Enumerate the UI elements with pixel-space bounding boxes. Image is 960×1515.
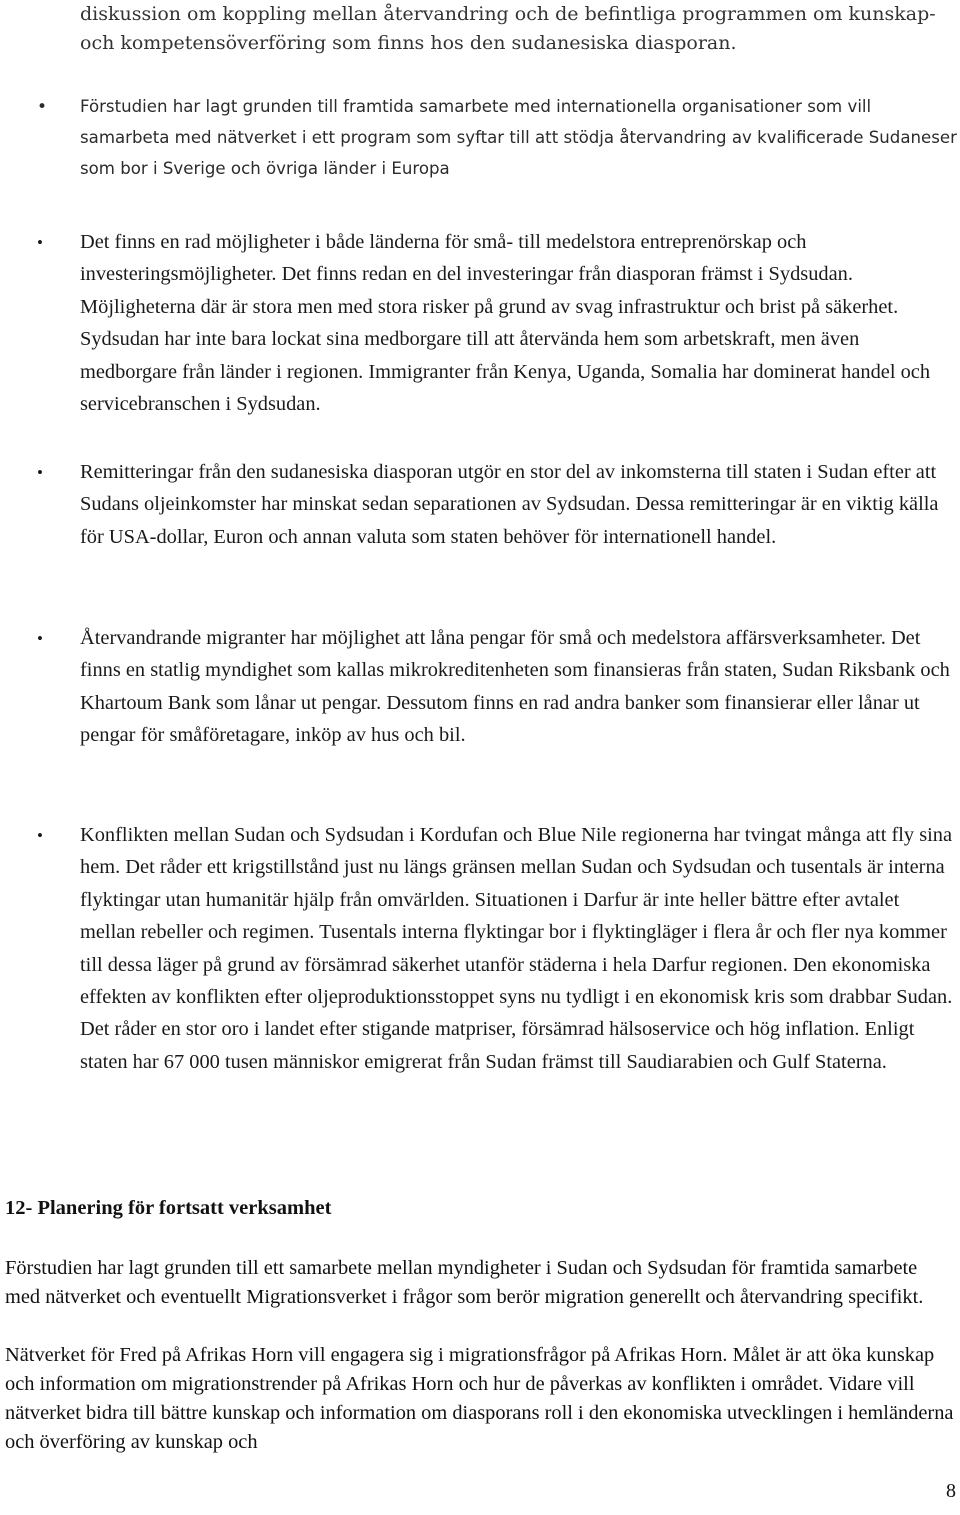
bullet-text: Återvandrande migranter har möjlighet att låna pengar för små och medelstora affärsverksamheter. Det finns en statlig myndighet som kallas mikrokreditenheten som finansieras från staten, Sudan Riksbank och Khartoum Bank som lånar ut pengar. Dessutom finns en rad andra banker som finansierar eller lånar ut pengar för småföretagare, inköp av hus och bil. (80, 627, 950, 747)
bullet-text: Förstudien har lagt grunden till framtida samarbete med internationella organisationer som vill samarbeta med nätverket i ett program som syftar till att stödja återvandring av kvalificerade Sudaneser som bor i Sverige och övriga länder i Europa (80, 97, 957, 178)
bullet-text: Konflikten mellan Sudan och Sydsudan i Kordufan och Blue Nile regionerna har tvingat många att fly sina hem. Det råder ett krigstillstånd just nu längs gränsen mellan Sudan och Sydsudan och tusentals är interna flyktingar utan humanitär hjälp från omvärlden. Situationen i Darfur är inte heller bättre efter avtalet mellan rebeller och regimen. Tusentals interna flyktingar bor i flyktingläger i flera år och fler nya kommer till dessa läger på grund av försämrad säkerhet utanför städerna i hela Darfur regionen. Den ekonomiska effekten av konflikten efter oljeproduktionsstoppet syns nu tydligt i en ekonomisk kris som drabbar Sudan. Det råder en stor oro i landet efter stigande matpriser, försämrad hälsoservice och hög inflation. Enligt staten har 67 000 tusen människor emigrerat från Sudan främst till Saudiarabien och Gulf Staterna. (80, 824, 953, 1073)
bullet-icon: • (37, 97, 48, 117)
bullet-item (37, 819, 958, 1078)
page-number: 8 (946, 1480, 956, 1502)
intro-fragment: diskussion om koppling mellan återvandring och de befintliga programmen om kunskap- och kompetensöverföring som finns hos den sudanesiska diasporan. (80, 3, 936, 54)
section-heading: 12- Planering för fortsatt verksamhet (5, 1197, 332, 1219)
section-paragraph: Förstudien har lagt grunden till ett samarbete mellan myndigheter i Sudan och Sydsudan för framtida samarbete med nätverket och eventuellt Migrationsverket i frågor som berör migration generellt och återvandring specifikt. (5, 1257, 924, 1309)
bullet-item (37, 226, 958, 420)
bullet-icon: • (37, 826, 43, 845)
bullet-text: Remitteringar från den sudanesiska diasporan utgör en stor del av inkomsterna till staten i Sudan efter att Sudans oljeinkomster har minskat sedan separationen av Sydsudan. Dessa remitteringar är en viktig källa för USA-dollar, Euron och annan valuta som staten behöver för internationell handel. (80, 461, 939, 548)
bullet-item (37, 91, 958, 184)
bullet-item (37, 622, 958, 752)
bullet-text: Det finns en rad möjligheter i både länderna för små- till medelstora entreprenörskap och investeringsmöjligheter. Det finns redan en del investeringar från diasporan främst i Sydsudan. Möjligheterna där är stora men med stora risker på grund av svag infrastruktur och brist på säkerhet. Sydsudan har inte bara lockat sina medborgare till att återvända hem som arbetskraft, men även medborgare från länder i regionen. Immigranter från Kenya, Uganda, Somalia har dominerat handel och servicebranschen i Sydsudan. (80, 231, 931, 416)
bullet-icon: • (37, 233, 43, 252)
bullet-item (37, 456, 958, 553)
section-paragraph: Nätverket för Fred på Afrikas Horn vill engagera sig i migrationsfrågor på Afrikas Horn. Målet är att öka kunskap och information om migrationstrender på Afrikas Horn och hur de påverkas av konflikten i området. Vidare vill nätverket bidra till bättre kunskap och information om diasporans roll i den ekonomiska utvecklingen i hemländerna och överföring av kunskap och (5, 1344, 954, 1454)
bullet-icon: • (37, 463, 43, 482)
bullet-icon: • (37, 629, 43, 648)
